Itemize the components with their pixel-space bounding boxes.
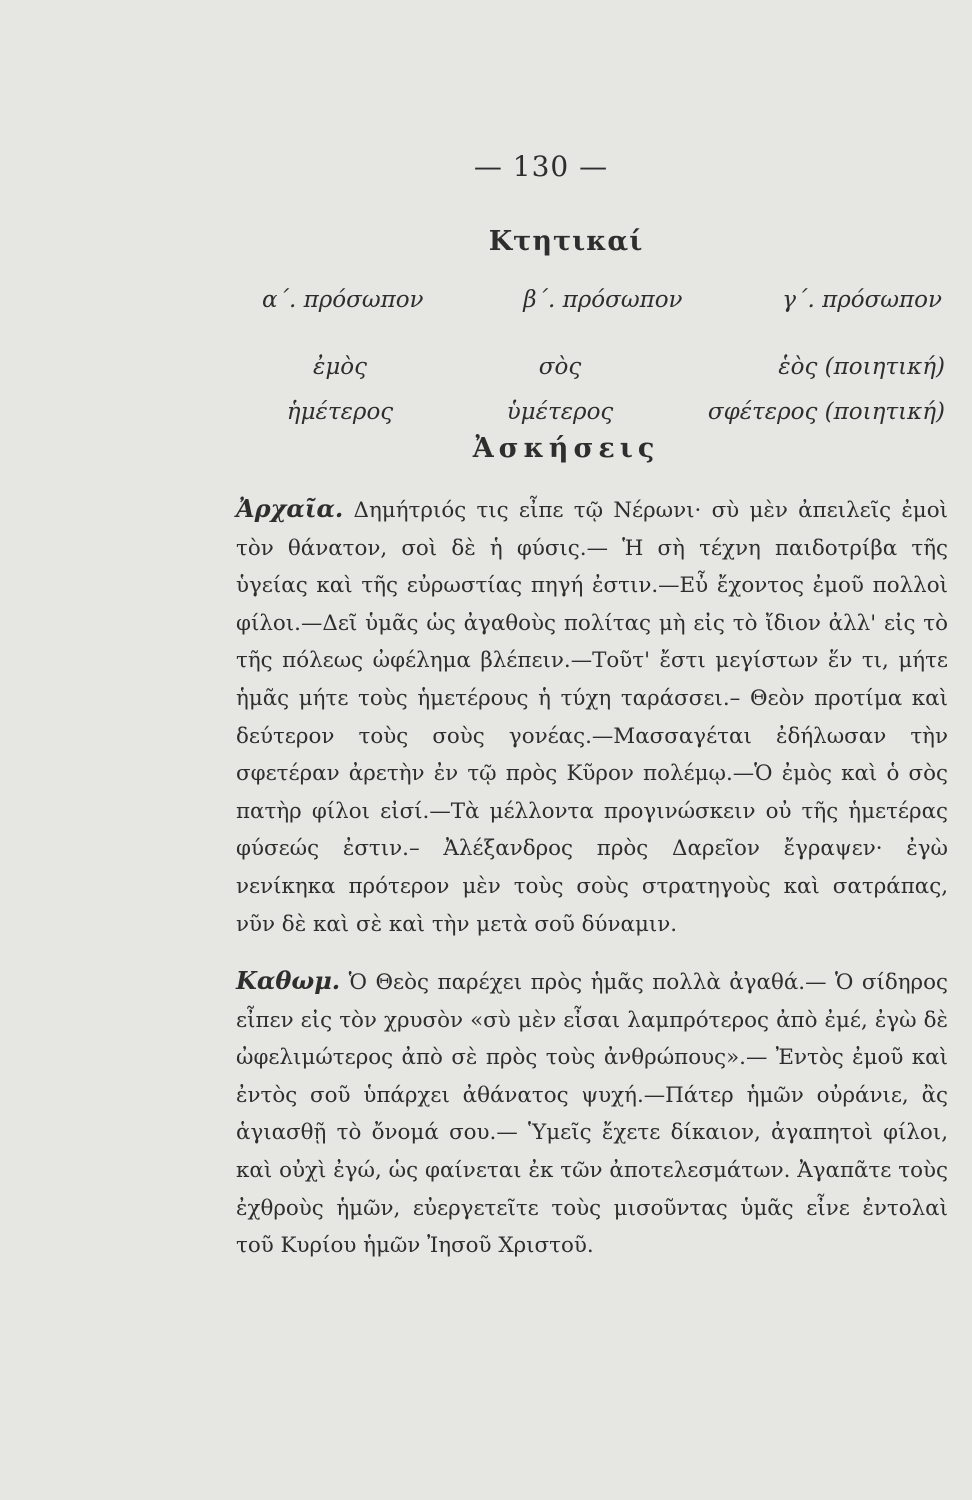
forms-row-singular bbox=[245, 345, 945, 390]
forms-row-plural bbox=[245, 390, 945, 435]
header-first-person: α΄. πρόσωπον bbox=[262, 287, 424, 313]
form-second-plural: ὑμέτερος bbox=[506, 399, 614, 425]
form-first-plural: ἡμέτερος bbox=[286, 399, 394, 425]
page-number: — 130 — bbox=[473, 150, 609, 183]
modern-label: Καθωμ. bbox=[236, 966, 341, 995]
header-second-person: β΄. πρόσωπον bbox=[523, 287, 683, 313]
form-third-plural: σφέτερος (ποιητική) bbox=[707, 399, 945, 425]
header-third-person: γ΄. πρόσωπον bbox=[782, 287, 942, 313]
section-title: Κτητικαί bbox=[488, 226, 644, 257]
ancient-label: Ἀρχαῖα. bbox=[236, 494, 344, 523]
modern-text: Ὁ Θεὸς παρέχει πρὸς ἡμᾶς πολλὰ ἀγαθά.— Ὁ σίδηρος εἶπεν εἰς τὸν χρυσὸν «σὺ μὲν εἶσαι λαμπρότερος ἀπὸ ἐμέ, ἐγὼ δὲ ὠφελιμώτερος ἀπὸ σὲ πρὸς τοὺς ἀνθρώπους».— Ἐντὸς ἐμοῦ καὶ ἐντὸς σοῦ ὑπάρχει ἀθάνατος ψυχή.—Πάτερ ἡμῶν οὐράνιε, ἂς ἁγιασθῇ τὸ ὄνομά σου.— Ὑμεῖς ἔχετε δίκαιον, ἀγαπητοὶ φίλοι, καὶ οὐχὶ ἐγώ, ὡς φαίνεται ἐκ τῶν ἀποτελεσμάτων. Ἀγαπᾶτε τοὺς ἐχθροὺς ἡμῶν, εὐεργετεῖτε τοὺς μισοῦντας ὑμᾶς εἶνε ἐντολαὶ τοῦ Κυρίου ἡμῶν Ἰησοῦ Χριστοῦ. bbox=[236, 970, 948, 1259]
exercises-title: Ἀσκήσεις bbox=[472, 433, 660, 464]
ancient-text: Δημήτριός τις εἶπε τῷ Νέρωνι· σὺ μὲν ἀπειλεῖς ἐμοὶ τὸν θάνατον, σοὶ δὲ ἡ φύσις.— Ἡ σὴ τέχνη παιδοτρίβα τῆς ὑγείας καὶ τῆς εὐρωστίας πηγή ἐστιν.—Εὖ ἔχοντος ἐμοῦ πολλοὶ φίλοι.—Δεῖ ὑμᾶς ὡς ἀγαθοὺς πολίτας μὴ εἰς τὸ ἴδιον ἀλλ' εἰς τὸ τῆς πόλεως ὠφέλημα βλέπειν.—Τοῦτ' ἔστι μεγίστων ἕν τι, μήτε ἡμᾶς μήτε τοὺς ἡμετέρους ἡ τύχη ταράσσει.– Θεὸν προτίμα καὶ δεύτερον τοὺς σοὺς γονέας.—Μασσαγέται ἐδήλωσαν τὴν σφετέραν ἀρετὴν ἐν τῷ πρὸς Κῦρον πολέμῳ.—Ὁ ἐμὸς καὶ ὁ σὸς πατὴρ φίλοι εἰσί.—Τὰ μέλλοντα προγινώσκειν οὐ τῆς ἡμετέρας φύσεώς ἐστιν.– Ἀλέξανδρος πρὸς Δαρεῖον ἔγραψεν· ἐγὼ νενίκηκα πρότερον μὲν τοὺς σοὺς στρατηγοὺς καὶ σατράπας, νῦν δὲ καὶ σὲ καὶ τὴν μετὰ σοῦ δύναμιν. bbox=[236, 498, 948, 937]
ancient-exercises-paragraph bbox=[236, 490, 948, 943]
possessive-forms-table bbox=[245, 345, 945, 435]
person-column-headers bbox=[262, 287, 942, 313]
form-first-singular: ἐμὸς bbox=[312, 354, 368, 380]
modern-exercises-paragraph bbox=[236, 962, 948, 1265]
form-third-singular: ἑὸς (ποιητική) bbox=[778, 354, 945, 380]
form-second-singular: σὸς bbox=[538, 354, 582, 380]
